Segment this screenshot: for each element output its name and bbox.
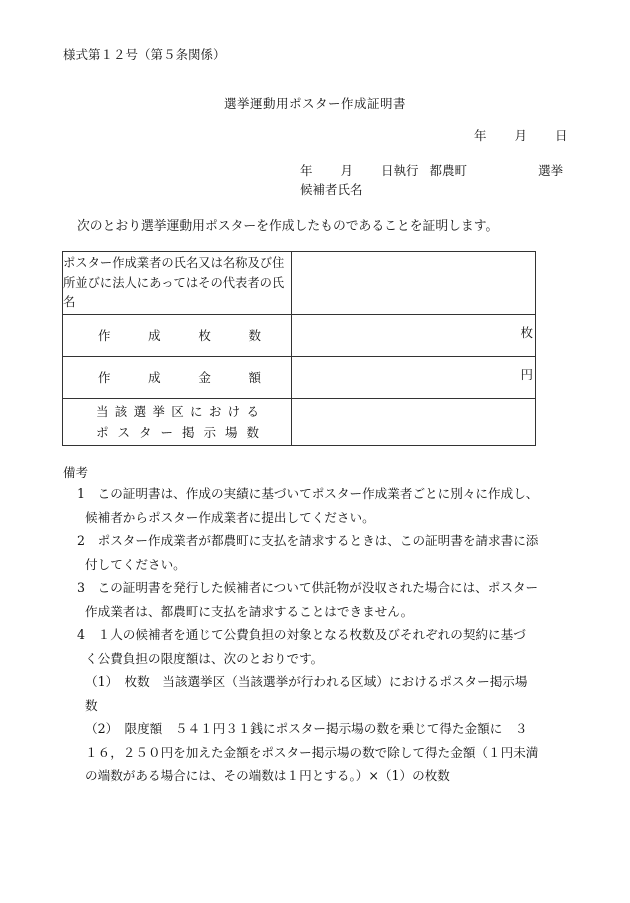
table-row bbox=[63, 314, 536, 356]
candidate-name-label: 候補者氏名 bbox=[300, 182, 363, 197]
remark-line: 2 ポスター作成業者が都農町に支払を請求するときは、この証明書を請求書に添 bbox=[77, 533, 539, 548]
form-number: 様式第１２号（第５条関係） bbox=[63, 47, 226, 62]
certification-statement: 次のとおり選挙運動用ポスターを作成したものであることを証明します。 bbox=[77, 219, 499, 234]
remark-line: 作成業者は、都農町に支払を請求することはできません。 bbox=[85, 603, 414, 619]
poster-board-count-field[interactable] bbox=[292, 398, 536, 445]
yen-unit: 円 bbox=[520, 366, 533, 382]
table-row bbox=[63, 398, 536, 445]
remarks-list bbox=[63, 482, 573, 788]
remark-line: 数 bbox=[85, 697, 98, 713]
remark-line: 候補者からポスター作成業者に提出してください。 bbox=[85, 509, 375, 525]
vendor-name-field[interactable] bbox=[292, 252, 536, 315]
amount-field[interactable] bbox=[292, 356, 536, 398]
election-label: 選挙 bbox=[538, 163, 564, 178]
poster-count-label-cell bbox=[63, 314, 292, 356]
poster-board-count-label-cell bbox=[63, 398, 292, 445]
remark-line: 1 この証明書は、作成の実績に基づいてポスター作成業者ごとに別々に作成し、 bbox=[77, 486, 539, 501]
remark-line: 付してください。 bbox=[85, 556, 186, 572]
remark-line: １６，２５０円を加えた金額をポスター掲示場の数で除して得た金額（１円未満 bbox=[85, 744, 539, 760]
election-line bbox=[300, 161, 563, 179]
amount-label-cell bbox=[63, 356, 292, 398]
remark-line: （1） 枚数 当該選挙区（当該選挙が行われる区域）におけるポスター掲示場 bbox=[85, 674, 528, 689]
remarks-heading: 備考 bbox=[63, 465, 89, 480]
date-day: 日 bbox=[555, 128, 568, 143]
amount-label: 作成金額 bbox=[98, 370, 261, 385]
remark-line: 3 この証明書を発行した候補者について供託物が没収された場合には、ポスター bbox=[77, 580, 539, 595]
poster-board-count-label-line2: ポスター掲示場数 bbox=[96, 424, 259, 440]
sheets-unit: 枚 bbox=[520, 324, 533, 340]
town-name: 都農町 bbox=[429, 163, 468, 178]
vendor-name-label: ポスター作成業者の氏名又は名称及び住所並びに法人にあってはその代表者の氏名 bbox=[63, 256, 285, 309]
poster-board-count-label-line1: 当該選挙区における bbox=[96, 403, 259, 419]
issue-date bbox=[474, 126, 568, 144]
document-title: 選挙運動用ポスター作成証明書 bbox=[223, 96, 406, 111]
election-day-exec: 日執行 bbox=[381, 163, 419, 178]
remark-line: く公費負担の限度額は、次のとおりです。 bbox=[85, 650, 324, 666]
poster-count-label: 作成枚数 bbox=[98, 328, 261, 343]
certificate-table bbox=[62, 251, 536, 446]
election-year: 年 bbox=[300, 163, 313, 178]
date-year: 年 bbox=[474, 128, 487, 143]
remark-line: 4 １人の候補者を通じて公費負担の対象となる枚数及びそれぞれの契約に基づ bbox=[77, 627, 526, 642]
poster-count-field[interactable] bbox=[292, 314, 536, 356]
table-row bbox=[63, 252, 536, 315]
remark-line: （2） 限度額 ５４１円３１銭にポスター掲示場の数を乗じて得た金額に ３ bbox=[85, 721, 528, 736]
election-month: 月 bbox=[340, 163, 354, 178]
poster-board-count-label bbox=[63, 399, 291, 445]
vendor-name-label-cell bbox=[63, 252, 292, 315]
date-month: 月 bbox=[514, 128, 528, 143]
table-row bbox=[63, 356, 536, 398]
remark-line: の端数がある場合には、その端数は１円とする。）×（1）の枚数 bbox=[85, 768, 450, 783]
